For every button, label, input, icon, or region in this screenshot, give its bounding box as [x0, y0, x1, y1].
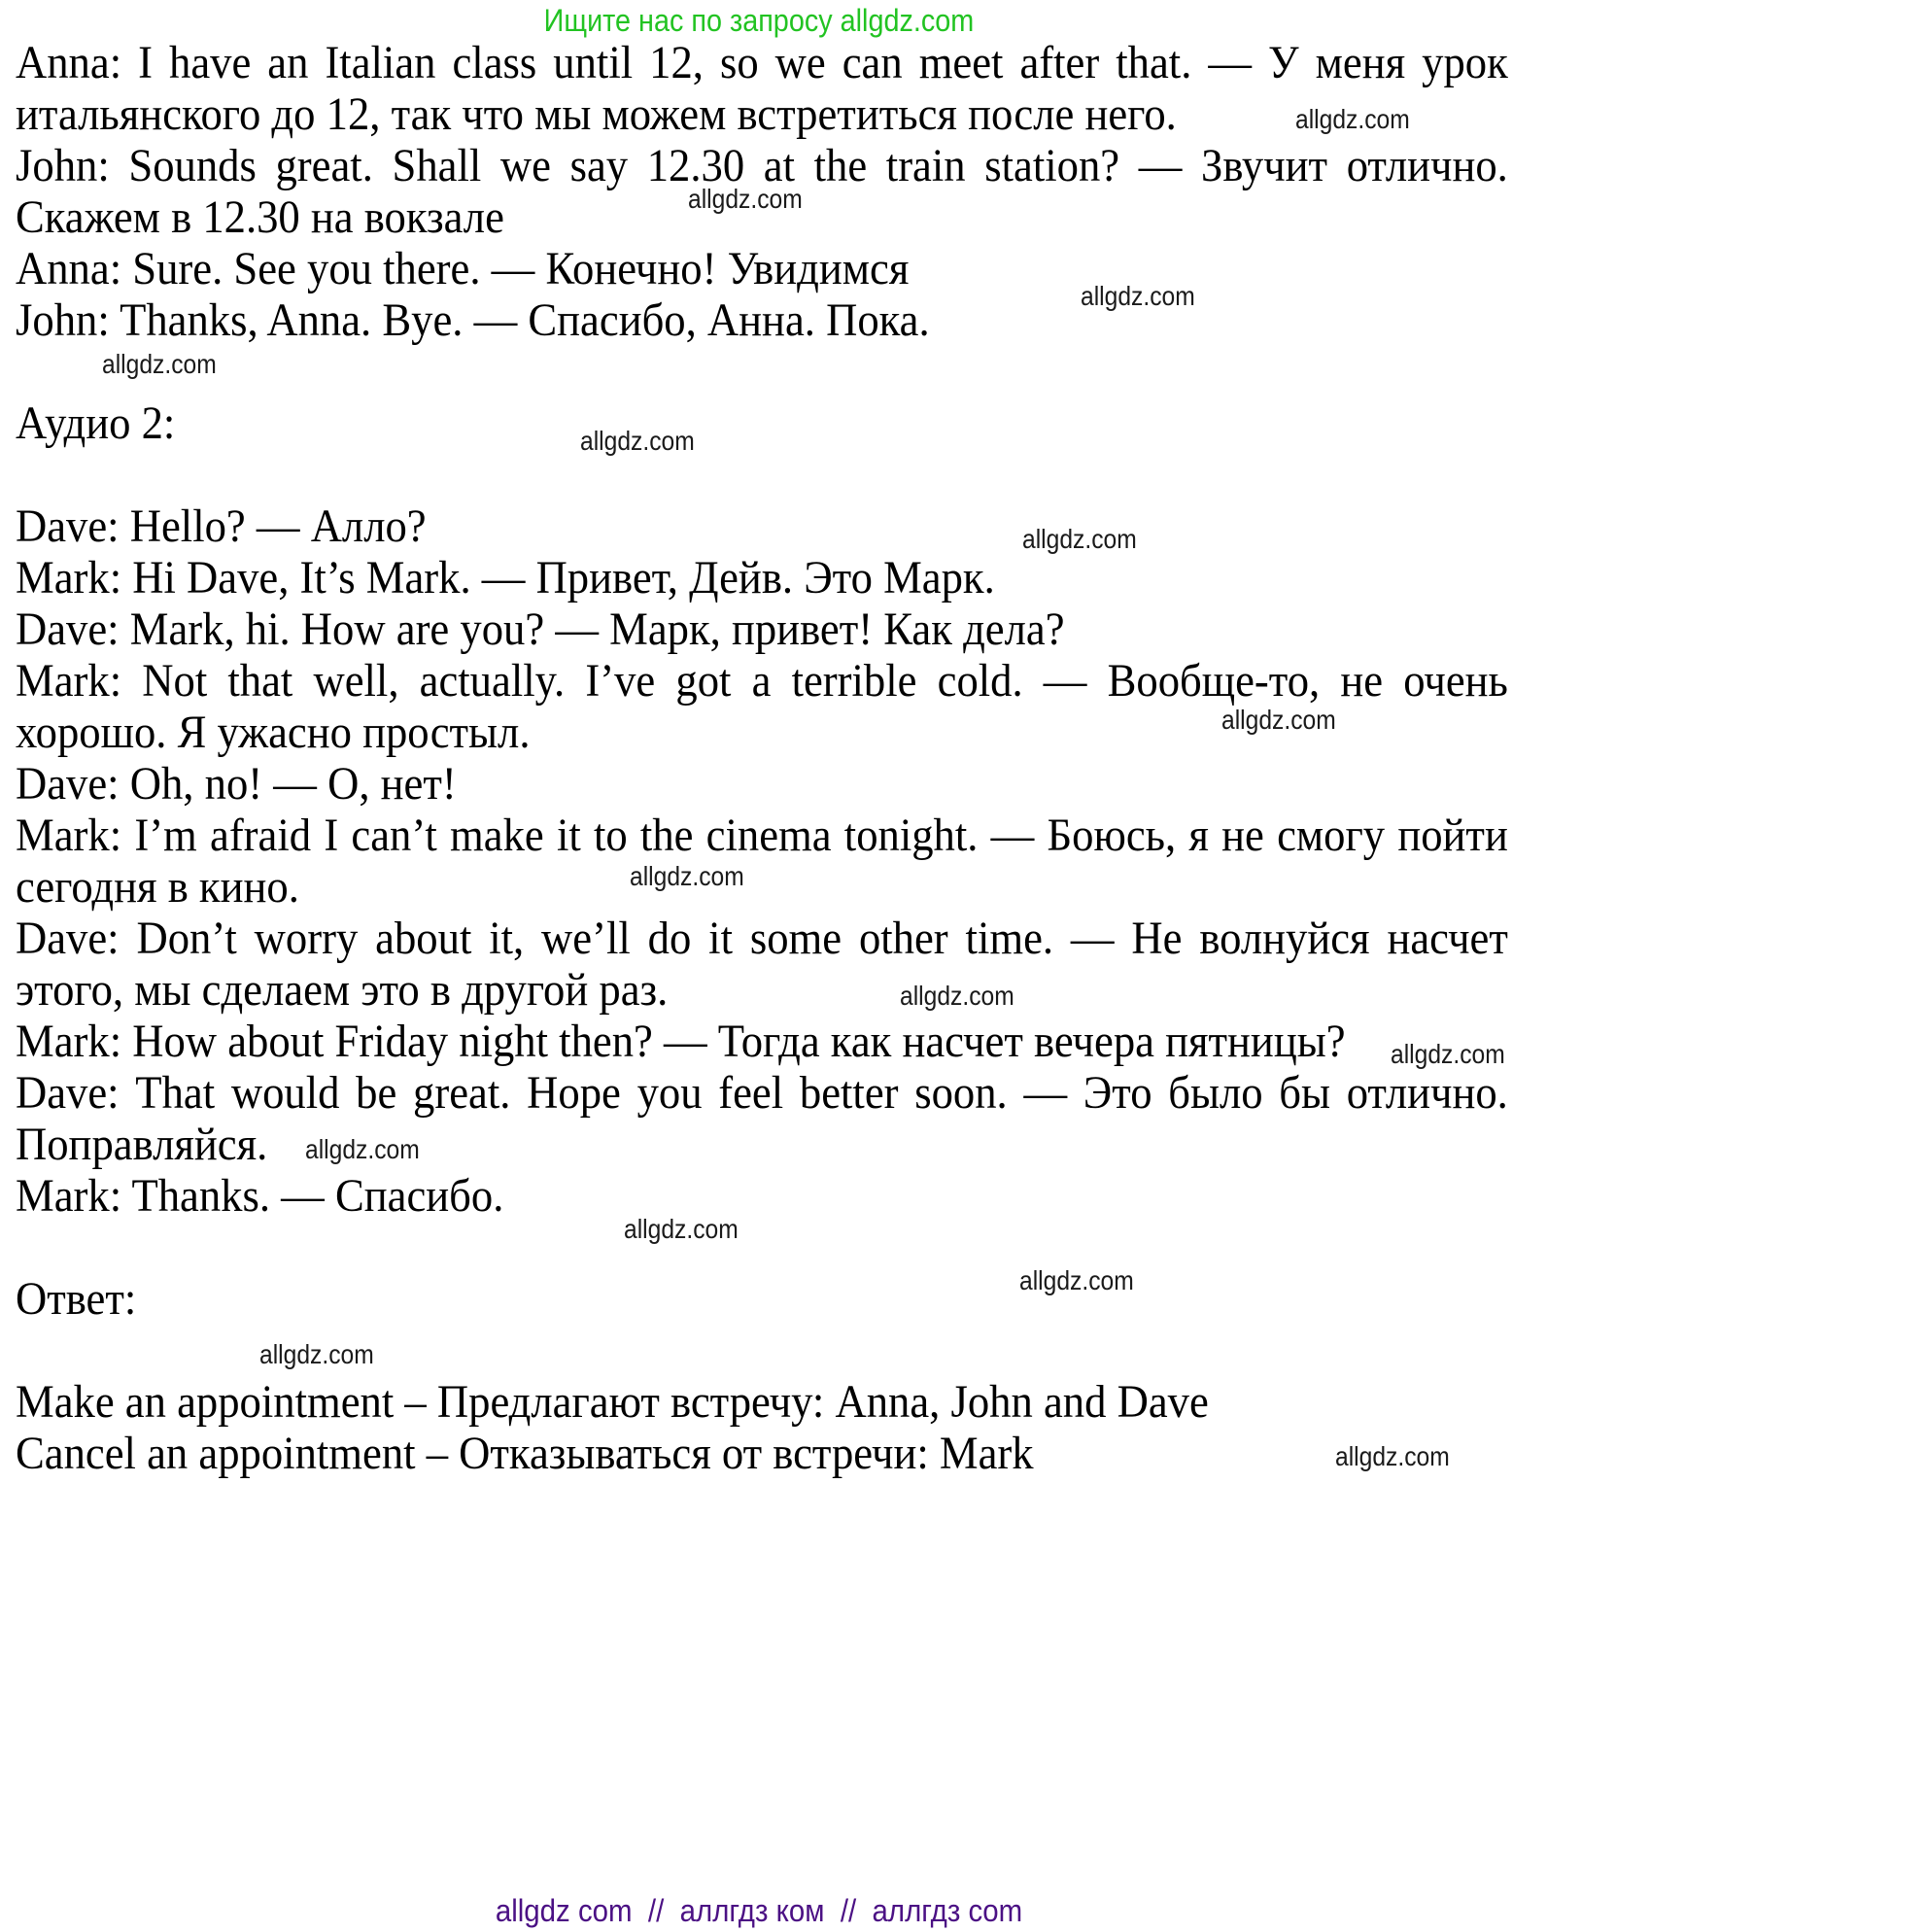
- word: after: [1019, 37, 1100, 88]
- word: очень: [1403, 655, 1508, 707]
- word: —: [990, 810, 1035, 861]
- answer-line-make: Make an appointment – Предлагают встречу: Anna, John and Dave: [16, 1376, 1209, 1428]
- word: the: [639, 810, 694, 861]
- word: That: [135, 1067, 216, 1119]
- dialogue-line-mark-3b: сегодня в кино.: [16, 861, 299, 913]
- watermark: allgdz.com: [1019, 1265, 1134, 1295]
- word: that.: [1116, 37, 1192, 88]
- word: time.: [965, 913, 1054, 964]
- word: station?: [984, 140, 1120, 191]
- watermark: allgdz.com: [1022, 524, 1137, 554]
- audio2-heading: Аудио 2:: [16, 397, 176, 449]
- answer-line-cancel: Cancel an appointment – Отказываться от встречи: Mark: [16, 1428, 1034, 1479]
- word: Боюсь,: [1047, 810, 1177, 861]
- word: you: [636, 1067, 703, 1119]
- word: train: [885, 140, 966, 191]
- word: worry: [254, 913, 359, 964]
- watermark: allgdz.com: [1221, 705, 1336, 735]
- search-promo-banner: Ищите нас по запросу allgdz.com: [543, 3, 975, 38]
- word: Don’t: [136, 913, 237, 964]
- word: we: [774, 37, 826, 88]
- watermark: allgdz.com: [1081, 281, 1195, 311]
- document-body: [16, 37, 1508, 1479]
- watermark: allgdz.com: [580, 426, 695, 456]
- word: Sounds: [128, 140, 257, 191]
- spacer: [16, 346, 1508, 397]
- word: смогу: [1277, 810, 1386, 861]
- word: Dave:: [16, 1067, 120, 1119]
- word: Italian: [325, 37, 436, 88]
- dialogue-line-anna-1b: итальянского до 12, так что мы можем встретиться после него.: [16, 88, 1177, 140]
- word: Mark:: [16, 655, 122, 707]
- word: Вообще-то,: [1107, 655, 1321, 707]
- dialogue-line-dave-5b: Поправляйся.: [16, 1119, 268, 1170]
- dialogue-line-mark-5: Mark: Thanks. — Спасибо.: [16, 1170, 504, 1222]
- word: Это: [1083, 1067, 1152, 1119]
- word: other: [858, 913, 948, 964]
- watermark: allgdz.com: [624, 1214, 739, 1244]
- word: —: [1138, 140, 1183, 191]
- word: не: [1340, 655, 1384, 707]
- word: at: [763, 140, 795, 191]
- watermark: allgdz.com: [259, 1339, 374, 1369]
- word: волнуйся: [1199, 913, 1370, 964]
- word: can: [842, 37, 903, 88]
- word: class: [452, 37, 537, 88]
- word: Dave:: [16, 913, 120, 964]
- dialogue-line-john-2: John: Thanks, Anna. Bye. — Спасибо, Анна. Пока.: [16, 294, 930, 346]
- word: make: [450, 810, 544, 861]
- dialogue-line-dave-5a: [16, 1067, 1508, 1119]
- word: У: [1268, 37, 1299, 88]
- dialogue-line-anna-1a: [16, 37, 1508, 88]
- word: meet: [918, 37, 1004, 88]
- watermark: allgdz.com: [1335, 1441, 1450, 1471]
- word: we’ll: [541, 913, 631, 964]
- dialogue-line-mark-4: Mark: How about Friday night then? — Тогда как насчет вечера пятницы?: [16, 1016, 1346, 1067]
- word: было: [1168, 1067, 1263, 1119]
- dialogue-line-dave-2: Dave: Mark, hi. How are you? — Марк, привет! Как дела?: [16, 604, 1065, 655]
- word: Anna:: [16, 37, 122, 88]
- word: the: [813, 140, 868, 191]
- word: well,: [313, 655, 399, 707]
- word: отлично.: [1346, 1067, 1508, 1119]
- word: Hope: [527, 1067, 621, 1119]
- word: it,: [489, 913, 525, 964]
- answer-heading: Ответ:: [16, 1273, 137, 1325]
- dialogue-line-mark-2b: хорошо. Я ужасно простыл.: [16, 707, 531, 758]
- word: меня: [1315, 37, 1406, 88]
- word: Не: [1131, 913, 1183, 964]
- word: great.: [413, 1067, 511, 1119]
- word: —: [1070, 913, 1115, 964]
- word: say: [569, 140, 629, 191]
- word: some: [749, 913, 842, 964]
- dialogue-line-mark-2a: [16, 655, 1508, 707]
- dialogue-line-john-1b: Скажем в 12.30 на вокзале: [16, 191, 504, 243]
- watermark: allgdz.com: [305, 1134, 420, 1164]
- dialogue-line-mark-3a: [16, 810, 1508, 861]
- word: soon.: [914, 1067, 1008, 1119]
- word: it: [556, 810, 581, 861]
- word: I’ve: [585, 655, 656, 707]
- word: не: [1221, 810, 1264, 861]
- word: John:: [16, 140, 110, 191]
- word: have: [168, 37, 252, 88]
- word: until: [553, 37, 634, 88]
- word: that: [227, 655, 293, 707]
- word: an: [267, 37, 309, 88]
- spacer: [16, 1222, 1508, 1273]
- word: be: [356, 1067, 397, 1119]
- spacer: [16, 1325, 1508, 1376]
- word: I: [324, 810, 339, 861]
- word: 12,: [649, 37, 704, 88]
- word: I’m: [134, 810, 197, 861]
- word: я: [1188, 810, 1209, 861]
- word: 12.30: [646, 140, 745, 191]
- watermark: allgdz.com: [900, 981, 1014, 1011]
- dialogue-line-dave-3: Dave: Oh, no! — О, нет!: [16, 758, 457, 810]
- word: so: [719, 37, 759, 88]
- word: great.: [275, 140, 373, 191]
- word: —: [1043, 655, 1087, 707]
- word: Mark:: [16, 810, 122, 861]
- spacer: [16, 449, 1508, 500]
- watermark: allgdz.com: [1391, 1039, 1505, 1069]
- watermark: allgdz.com: [1295, 104, 1410, 134]
- word: Shall: [392, 140, 482, 191]
- word: better: [799, 1067, 899, 1119]
- dialogue-line-mark-1: Mark: Hi Dave, It’s Mark. — Привет, Дейв. Это Марк.: [16, 552, 995, 604]
- word: бы: [1279, 1067, 1330, 1119]
- word: actually.: [419, 655, 566, 707]
- dialogue-line-anna-2: Anna: Sure. See you there. — Конечно! Увидимся: [16, 243, 910, 294]
- word: tonight.: [843, 810, 979, 861]
- word: —: [1208, 37, 1253, 88]
- word: I: [138, 37, 153, 88]
- word: to: [593, 810, 628, 861]
- word: —: [1023, 1067, 1068, 1119]
- word: afraid: [210, 810, 312, 861]
- word: a: [751, 655, 772, 707]
- word: отлично.: [1346, 140, 1508, 191]
- word: Not: [142, 655, 208, 707]
- word: насчет: [1387, 913, 1508, 964]
- word: Звучит: [1200, 140, 1328, 191]
- word: cinema: [705, 810, 832, 861]
- word: feel: [718, 1067, 784, 1119]
- watermark: allgdz.com: [688, 184, 803, 214]
- word: about: [375, 913, 472, 964]
- word: terrible: [791, 655, 917, 707]
- dialogue-line-dave-1: Dave: Hello? — Алло?: [16, 500, 427, 552]
- word: can’t: [351, 810, 437, 861]
- word: урок: [1422, 37, 1508, 88]
- word: cold.: [937, 655, 1023, 707]
- word: we: [499, 140, 551, 191]
- dialogue-line-dave-4a: [16, 913, 1508, 964]
- word: пойти: [1397, 810, 1508, 861]
- word: got: [675, 655, 732, 707]
- word: do: [647, 913, 692, 964]
- watermark: allgdz.com: [102, 349, 217, 379]
- word: would: [230, 1067, 340, 1119]
- watermark: allgdz.com: [630, 861, 744, 891]
- word: it: [708, 913, 733, 964]
- site-footer-banner: allgdz com // аллгдз ком // аллгдз com: [495, 1893, 1023, 1928]
- dialogue-line-dave-4b: этого, мы сделаем это в другой раз.: [16, 964, 669, 1016]
